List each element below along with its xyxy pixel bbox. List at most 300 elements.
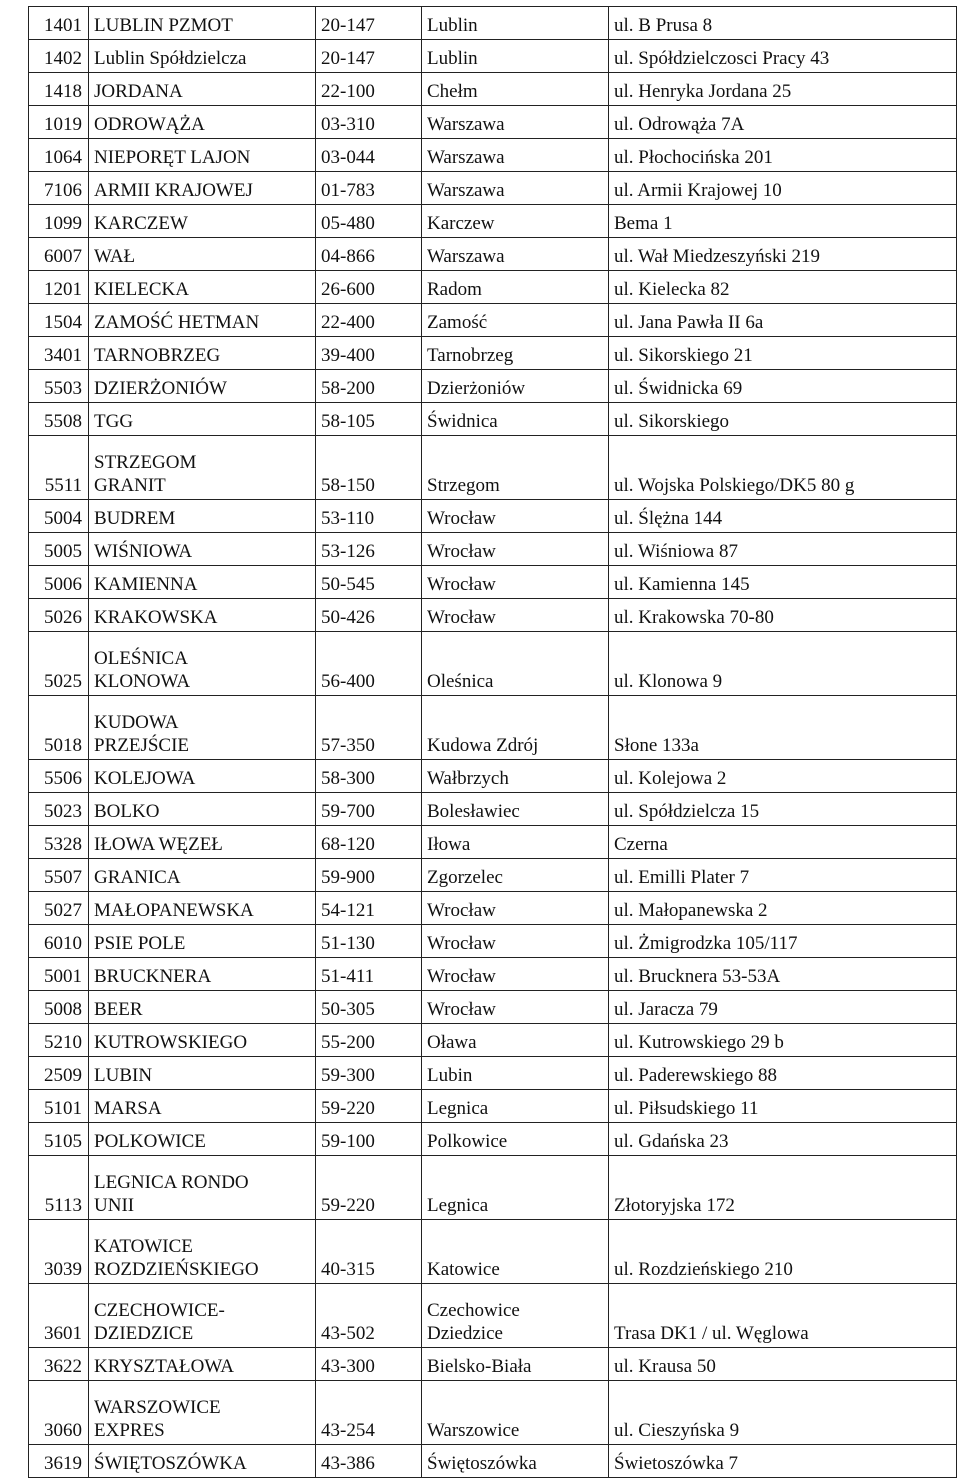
table-row [29,1024,957,1057]
station-name-line: KIELECKA [94,279,189,300]
station-name-cell [89,271,316,304]
station-id-cell: 3619 [29,1445,89,1478]
street-address-cell: ul. Sikorskiego 21 [609,337,957,370]
city-line: Legnica [427,1098,489,1119]
city-line: Oleśnica [427,671,494,692]
table-row [29,533,957,566]
city-cell [422,1220,609,1284]
table-row [29,793,957,826]
table-row [29,370,957,403]
station-id-cell: 3601 [29,1284,89,1348]
street-address-cell: ul. Wał Miedzeszyński 219 [609,238,957,271]
city-cell [422,696,609,760]
station-name-cell [89,1445,316,1478]
station-name-line: KOLEJOWA [94,768,196,789]
city-line: Polkowice [427,1131,508,1152]
station-name-cell [89,599,316,632]
city-cell [422,958,609,991]
street-address-cell: Czerna [609,826,957,859]
city-line: Legnica [427,1195,489,1216]
street-address-cell: ul. Kamienna 145 [609,566,957,599]
city-cell [422,106,609,139]
street-address-cell: ul. Spółdzielczosci Pracy 43 [609,40,957,73]
station-name-line: GRANICA [94,867,181,888]
station-id-cell: 5503 [29,370,89,403]
station-id-cell: 5105 [29,1123,89,1156]
city-line: Wrocław [427,541,496,562]
station-id-cell: 5508 [29,403,89,436]
station-id-cell: 5006 [29,566,89,599]
station-id-cell: 3060 [29,1381,89,1445]
station-name-line: KAMIENNA [94,574,198,595]
station-id-cell: 1402 [29,40,89,73]
station-id-cell: 5210 [29,1024,89,1057]
station-name-line: MAŁOPANEWSKA [94,900,254,921]
station-id-cell: 5008 [29,991,89,1024]
table-row [29,632,957,696]
station-name-line: ODROWĄŻA [94,114,205,135]
table-row [29,958,957,991]
street-address-cell: ul. Wiśniowa 87 [609,533,957,566]
street-address-cell: ul. Gdańska 23 [609,1123,957,1156]
station-name-cell [89,238,316,271]
city-line: Wałbrzych [427,768,509,789]
station-name-line: TGG [94,411,134,432]
table-row [29,205,957,238]
city-cell [422,1284,609,1348]
station-name-line: DZIEDZICE [94,1323,194,1344]
city-cell [422,304,609,337]
station-id-cell: 5328 [29,826,89,859]
station-name-line: BRUCKNERA [94,966,212,987]
postal-code-cell: 03-044 [316,139,422,172]
station-name-cell [89,632,316,696]
station-id-cell: 1019 [29,106,89,139]
station-name-line: MARSA [94,1098,162,1119]
street-address-cell: Złotoryjska 172 [609,1156,957,1220]
table-row [29,337,957,370]
station-name-cell [89,337,316,370]
postal-code-cell: 51-411 [316,958,422,991]
table-row [29,73,957,106]
city-line: Dziedzice [427,1323,503,1344]
station-name-cell [89,1024,316,1057]
city-line: Warszawa [427,147,505,168]
table-row [29,1057,957,1090]
street-address-cell: ul. Odrowąża 7A [609,106,957,139]
table-row [29,826,957,859]
postal-code-cell: 53-110 [316,500,422,533]
postal-code-cell: 55-200 [316,1024,422,1057]
station-id-cell: 3622 [29,1348,89,1381]
station-name-cell [89,760,316,793]
street-address-cell: ul. Świdnicka 69 [609,370,957,403]
street-address-cell: ul. Brucknera 53-53A [609,958,957,991]
city-cell [422,139,609,172]
station-name-line: KRAKOWSKA [94,607,218,628]
city-cell [422,1156,609,1220]
stations-table [28,6,957,1478]
station-name-line: ROZDZIEŃSKIEGO [94,1259,259,1280]
table-row [29,139,957,172]
station-id-cell: 5507 [29,859,89,892]
city-cell [422,566,609,599]
city-cell [422,337,609,370]
city-line: Iłowa [427,834,471,855]
station-name-line: WARSZOWICE [94,1397,221,1418]
station-name-line: JORDANA [94,81,183,102]
station-id-cell: 5506 [29,760,89,793]
postal-code-cell: 59-100 [316,1123,422,1156]
station-name-line: KUDOWA [94,712,179,733]
city-cell [422,172,609,205]
street-address-cell: ul. Sikorskiego [609,403,957,436]
station-name-line: KATOWICE [94,1236,193,1257]
postal-code-cell: 50-426 [316,599,422,632]
station-name-line: POLKOWICE [94,1131,206,1152]
street-address-cell: Słone 133a [609,696,957,760]
station-id-cell: 5025 [29,632,89,696]
postal-code-cell: 50-545 [316,566,422,599]
city-line: Wrocław [427,999,496,1020]
postal-code-cell: 53-126 [316,533,422,566]
stations-table-body [29,7,957,1478]
postal-code-cell: 22-100 [316,73,422,106]
station-id-cell: 5004 [29,500,89,533]
postal-code-cell: 59-220 [316,1090,422,1123]
postal-code-cell: 54-121 [316,892,422,925]
station-name-line: ARMII KRAJOWEJ [94,180,253,201]
city-line: Bielsko-Biała [427,1356,532,1377]
city-line: Czechowice [427,1300,520,1321]
table-row [29,1156,957,1220]
station-name-line: IŁOWA WĘZEŁ [94,834,223,855]
station-id-cell: 5018 [29,696,89,760]
city-line: Tarnobrzeg [427,345,514,366]
city-cell [422,892,609,925]
table-row [29,106,957,139]
station-id-cell: 2509 [29,1057,89,1090]
station-id-cell: 3039 [29,1220,89,1284]
table-row [29,1090,957,1123]
station-name-line: KUTROWSKIEGO [94,1032,248,1053]
city-cell [422,793,609,826]
station-id-cell: 7106 [29,172,89,205]
city-cell [422,205,609,238]
postal-code-cell: 05-480 [316,205,422,238]
station-name-line: Lublin Spółdzielcza [94,48,247,69]
table-row [29,599,957,632]
station-id-cell: 5027 [29,892,89,925]
station-name-line: ŚWIĘTOSZÓWKA [94,1453,247,1474]
station-name-cell [89,139,316,172]
station-id-cell: 1201 [29,271,89,304]
table-row [29,1348,957,1381]
station-name-line: STRZEGOM [94,452,197,473]
station-name-line: ZAMOŚĆ HETMAN [94,312,260,333]
city-cell [422,1381,609,1445]
street-address-cell: ul. B Prusa 8 [609,7,957,40]
city-line: Dzierżoniów [427,378,526,399]
postal-code-cell: 58-150 [316,436,422,500]
city-cell [422,1123,609,1156]
postal-code-cell: 39-400 [316,337,422,370]
street-address-cell: ul. Jana Pawła II 6a [609,304,957,337]
table-row [29,7,957,40]
city-cell [422,370,609,403]
city-line: Strzegom [427,475,500,496]
station-name-line: LUBLIN PZMOT [94,15,233,36]
station-name-line: CZECHOWICE- [94,1300,225,1321]
station-name-cell [89,106,316,139]
city-cell [422,826,609,859]
street-address-cell: ul. Żmigrodzka 105/117 [609,925,957,958]
city-line: Lublin [427,48,478,69]
street-address-cell: ul. Rozdzieńskiego 210 [609,1220,957,1284]
postal-code-cell: 43-502 [316,1284,422,1348]
station-name-cell [89,1090,316,1123]
street-address-cell: Świetoszówka 7 [609,1445,957,1478]
city-cell [422,599,609,632]
postal-code-cell: 59-220 [316,1156,422,1220]
table-row [29,172,957,205]
postal-code-cell: 43-386 [316,1445,422,1478]
street-address-cell: ul. Jaracza 79 [609,991,957,1024]
city-cell [422,1348,609,1381]
station-name-cell [89,1156,316,1220]
table-row [29,1284,957,1348]
postal-code-cell: 26-600 [316,271,422,304]
station-name-cell [89,859,316,892]
table-row [29,991,957,1024]
postal-code-cell: 43-254 [316,1381,422,1445]
street-address-cell: ul. Spółdzielcza 15 [609,793,957,826]
table-row [29,40,957,73]
station-name-cell [89,500,316,533]
city-line: Warszawa [427,246,505,267]
station-name-cell [89,892,316,925]
table-row [29,436,957,500]
station-name-cell [89,172,316,205]
table-row [29,403,957,436]
postal-code-cell: 59-700 [316,793,422,826]
street-address-cell: ul. Klonowa 9 [609,632,957,696]
station-id-cell: 3401 [29,337,89,370]
station-name-cell [89,304,316,337]
city-cell [422,271,609,304]
table-row [29,1123,957,1156]
city-cell [422,859,609,892]
station-name-cell [89,925,316,958]
city-cell [422,73,609,106]
city-line: Warszawa [427,180,505,201]
station-name-line: UNII [94,1195,135,1216]
station-name-cell [89,533,316,566]
postal-code-cell: 56-400 [316,632,422,696]
street-address-cell: ul. Kutrowskiego 29 b [609,1024,957,1057]
table-row [29,760,957,793]
station-name-line: EXPRES [94,1420,165,1441]
station-id-cell: 5511 [29,436,89,500]
street-address-cell: ul. Henryka Jordana 25 [609,73,957,106]
table-row [29,925,957,958]
street-address-cell: Trasa DK1 / ul. Węglowa [609,1284,957,1348]
street-address-cell: Bema 1 [609,205,957,238]
postal-code-cell: 43-300 [316,1348,422,1381]
table-row [29,1445,957,1478]
street-address-cell: ul. Krausa 50 [609,1348,957,1381]
station-name-cell [89,1348,316,1381]
postal-code-cell: 50-305 [316,991,422,1024]
city-line: Świętoszówka [427,1453,537,1474]
city-cell [422,1057,609,1090]
station-name-cell [89,1057,316,1090]
postal-code-cell: 68-120 [316,826,422,859]
station-name-line: PSIE POLE [94,933,186,954]
table-row [29,500,957,533]
city-cell [422,436,609,500]
station-name-cell [89,1284,316,1348]
station-name-line: LEGNICA RONDO [94,1172,249,1193]
street-address-cell: ul. Krakowska 70-80 [609,599,957,632]
city-line: Kudowa Zdrój [427,735,539,756]
postal-code-cell: 03-310 [316,106,422,139]
station-id-cell: 5113 [29,1156,89,1220]
station-name-cell [89,991,316,1024]
station-name-line: LUBIN [94,1065,153,1086]
station-name-cell [89,436,316,500]
station-name-cell [89,696,316,760]
table-row [29,304,957,337]
street-address-cell: ul. Wojska Polskiego/DK5 80 g [609,436,957,500]
city-line: Wrocław [427,933,496,954]
postal-code-cell: 01-783 [316,172,422,205]
city-cell [422,7,609,40]
city-cell [422,500,609,533]
station-name-line: BOLKO [94,801,160,822]
street-address-cell: ul. Emilli Plater 7 [609,859,957,892]
city-cell [422,1445,609,1478]
postal-code-cell: 20-147 [316,40,422,73]
station-name-line: OLEŚNICA [94,648,188,669]
station-id-cell: 5101 [29,1090,89,1123]
station-id-cell: 5023 [29,793,89,826]
table-row [29,696,957,760]
station-name-line: PRZEJŚCIE [94,735,190,756]
station-name-cell [89,7,316,40]
city-line: Oława [427,1032,477,1053]
postal-code-cell: 57-350 [316,696,422,760]
station-name-line: GRANIT [94,475,166,496]
city-cell [422,991,609,1024]
table-row [29,271,957,304]
station-name-line: TARNOBRZEG [94,345,221,366]
city-line: Lublin [427,15,478,36]
postal-code-cell: 59-300 [316,1057,422,1090]
city-cell [422,925,609,958]
postal-code-cell: 59-900 [316,859,422,892]
station-name-cell [89,1220,316,1284]
city-cell [422,40,609,73]
postal-code-cell: 58-200 [316,370,422,403]
city-cell [422,760,609,793]
table-row [29,238,957,271]
station-name-cell [89,1123,316,1156]
city-line: Wrocław [427,607,496,628]
city-cell [422,632,609,696]
city-line: Lubin [427,1065,473,1086]
city-cell [422,238,609,271]
city-line: Wrocław [427,574,496,595]
station-name-cell [89,370,316,403]
station-name-line: NIEPORĘT LAJON [94,147,251,168]
postal-code-cell: 58-300 [316,760,422,793]
table-row [29,1220,957,1284]
city-line: Zamość [427,312,488,333]
table-row [29,859,957,892]
station-id-cell: 5026 [29,599,89,632]
station-name-cell [89,1381,316,1445]
postal-code-cell: 51-130 [316,925,422,958]
city-line: Bolesławiec [427,801,520,822]
postal-code-cell: 04-866 [316,238,422,271]
street-address-cell: ul. Płochocińska 201 [609,139,957,172]
city-cell [422,403,609,436]
city-line: Radom [427,279,482,300]
street-address-cell: ul. Ślężna 144 [609,500,957,533]
station-id-cell: 1504 [29,304,89,337]
postal-code-cell: 22-400 [316,304,422,337]
city-line: Zgorzelec [427,867,503,888]
street-address-cell: ul. Małopanewska 2 [609,892,957,925]
station-id-cell: 5001 [29,958,89,991]
city-line: Karczew [427,213,495,234]
station-name-line: WIŚNIOWA [94,541,193,562]
city-line: Chełm [427,81,478,102]
street-address-cell: ul. Kolejowa 2 [609,760,957,793]
station-name-cell [89,205,316,238]
station-id-cell: 1064 [29,139,89,172]
station-id-cell: 5005 [29,533,89,566]
city-line: Wrocław [427,508,496,529]
station-name-cell [89,566,316,599]
city-line: Warszowice [427,1420,520,1441]
station-id-cell: 1099 [29,205,89,238]
station-name-line: DZIERŻONIÓW [94,378,227,399]
city-line: Katowice [427,1259,500,1280]
city-line: Warszawa [427,114,505,135]
street-address-cell: ul. Cieszyńska 9 [609,1381,957,1445]
postal-code-cell: 58-105 [316,403,422,436]
station-name-cell [89,958,316,991]
postal-code-cell: 20-147 [316,7,422,40]
postal-code-cell: 40-315 [316,1220,422,1284]
city-line: Wrocław [427,966,496,987]
city-line: Wrocław [427,900,496,921]
station-name-line: KLONOWA [94,671,191,692]
station-name-cell [89,73,316,106]
table-row [29,892,957,925]
city-line: Świdnica [427,411,498,432]
station-id-cell: 1401 [29,7,89,40]
station-name-line: BEER [94,999,143,1020]
station-id-cell: 6007 [29,238,89,271]
station-name-cell [89,403,316,436]
table-row [29,566,957,599]
station-name-line: BUDREM [94,508,176,529]
city-cell [422,1024,609,1057]
station-name-cell [89,40,316,73]
